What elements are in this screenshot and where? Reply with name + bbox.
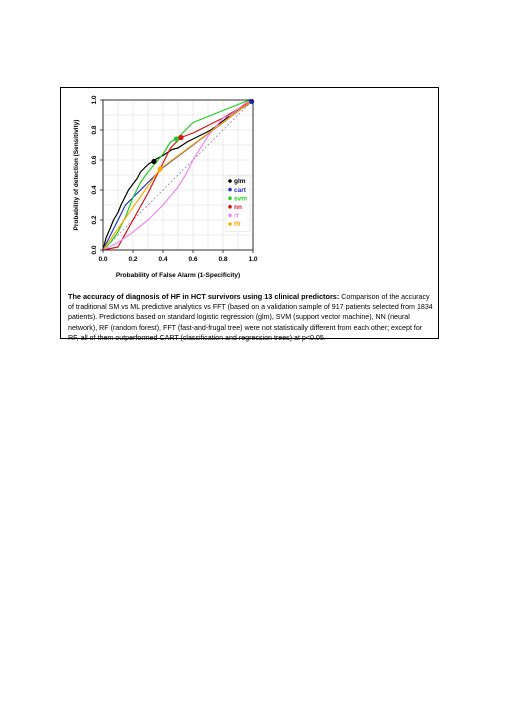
legend-marker-svm: [228, 196, 232, 200]
legend-marker-nn: [228, 205, 232, 209]
x-tick-label: 0.8: [218, 256, 228, 263]
legend-label-nn: nn: [234, 204, 242, 211]
x-tick-label: 0.4: [158, 256, 168, 263]
x-tick-label: 0.2: [128, 256, 138, 263]
y-tick-label: 0.2: [91, 215, 98, 225]
legend-label-cart: cart: [234, 186, 246, 194]
roc-chart: [61, 88, 438, 288]
chart-legend: [226, 176, 250, 232]
y-tick-label: 0.4: [91, 185, 98, 195]
x-tick-label: 0.0: [98, 256, 108, 263]
legend-marker-glm: [228, 179, 232, 183]
caption-title: The accuracy of diagnosis of HF in HCT survivors using 13 clinical predictors:: [68, 292, 340, 301]
y-tick-label: 0.8: [91, 125, 98, 135]
legend-label-glm: glm: [234, 178, 246, 186]
legend-marker-rf: [228, 214, 232, 218]
legend-label-rf: rf: [234, 212, 239, 220]
x-axis-label: Probability of False Alarm (1-Specificity): [115, 272, 241, 279]
y-tick-label: 0.0: [91, 245, 98, 255]
series-marker-nn: [178, 135, 183, 140]
legend-marker-fft: [228, 222, 232, 226]
series-marker-glm: [151, 159, 156, 164]
series-marker-fft: [157, 166, 162, 171]
series-marker-svm: [174, 136, 179, 141]
y-tick-label: 1.0: [91, 95, 98, 105]
legend-marker-cart: [228, 188, 232, 192]
y-axis-ticks: [91, 95, 103, 254]
figure-container: [60, 87, 439, 342]
y-tick-label: 0.6: [91, 155, 98, 165]
legend-label-svm: svm: [234, 195, 248, 203]
caption-text: Comparison of the accuracy of traditional SM vs ML predictive analytics vs FFT (based on a validation sample of 917 patients selected from 1834 patients). Predictions based on standard logistic regression (glm), SVM (support vector machine), NN (neural network), RF (random forest), FFT (fast-and-frugal tree) were not statistically different from each other; except for RF, all of them outperformed CART (classification and regression trees) at p<0.05.: [68, 293, 433, 342]
x-axis-ticks: [98, 250, 257, 263]
x-tick-label: 1.0: [248, 256, 258, 263]
x-tick-label: 0.6: [188, 256, 198, 263]
figure-caption: [68, 292, 433, 343]
legend-label-fft: fft: [234, 221, 241, 229]
y-axis-label: Probability of detection (Sensitivity): [73, 119, 80, 231]
